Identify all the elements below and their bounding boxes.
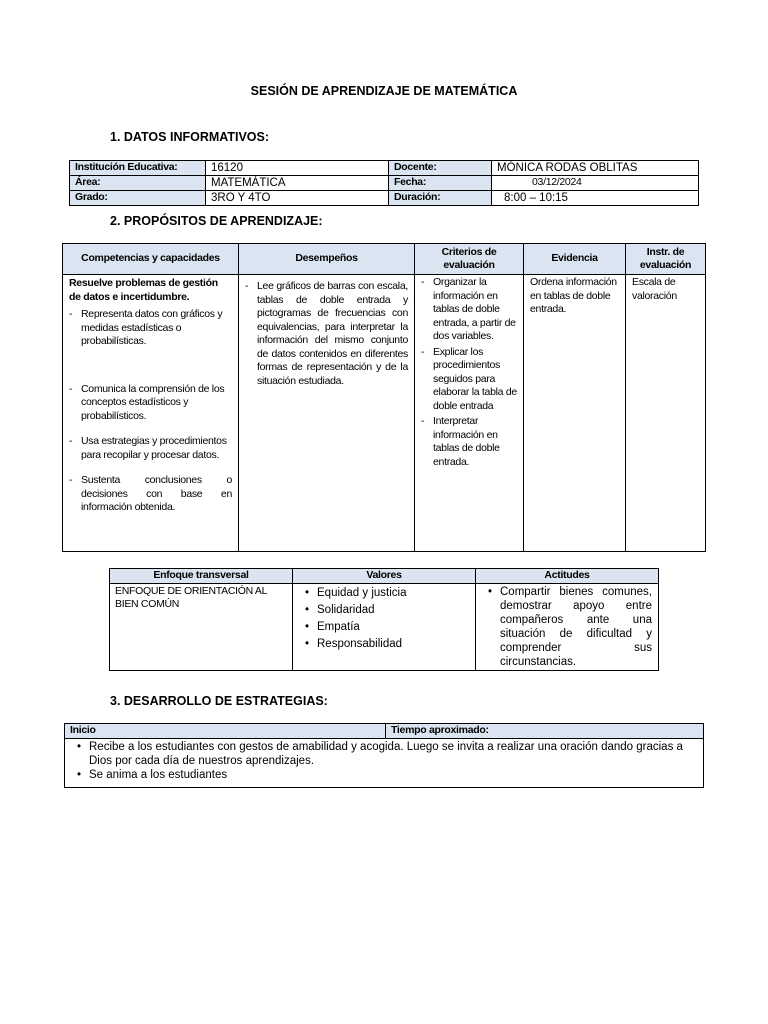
evidencia-cell: Ordena información en tablas de doble entrada. [524, 275, 626, 552]
capacidad-item: - Comunica la comprensión de los conceptos estadísticos y probabilísticos. [69, 383, 232, 424]
valor-item: • Equidad y justicia [309, 585, 471, 602]
inicio-content [65, 739, 704, 788]
criterio-item: - Organizar la información en tablas de doble entrada, a partir de dos variables. [421, 276, 519, 344]
grado-value: 3RO Y 4TO [206, 191, 389, 206]
header-competencias: Competencias y capacidades [63, 244, 239, 275]
capacidad-item: - Representa datos con gráficos y medidas estadísticas o probabilísticas. [69, 308, 232, 349]
duracion-value: 8:00 – 10:15 [492, 191, 699, 206]
institucion-value: 16120 [206, 161, 389, 176]
area-value: MATEMÁTICA [206, 176, 389, 191]
valor-item: • Solidaridad [309, 602, 471, 619]
header-valores: Valores [293, 569, 476, 584]
criterios-cell [415, 275, 524, 552]
capacidad-item: - Usa estrategias y procedimientos para recopilar y procesar datos. [69, 435, 232, 462]
inicio-item: • Se anima a los estudiantes [81, 768, 697, 782]
desarrollo-table [64, 723, 704, 788]
tiempo-label: Tiempo aproximado: [386, 724, 704, 739]
desempeno-item: - Lee gráficos de barras con escala, tablas de doble entrada y pictogramas de frecuencias con equivalencias, para interpretar la información del mismo conjunto de datos contenidos en diferentes formas de representación y de la situación estudiada. [245, 280, 408, 388]
valor-item: • Empatía [309, 619, 471, 636]
inicio-label: Inicio [65, 724, 386, 739]
section-datos-informativos: 1. DATOS INFORMATIVOS: [110, 130, 270, 144]
docente-value: MÓNICA RODAS OBLITAS [492, 161, 699, 176]
propositos-table [62, 243, 706, 552]
header-criterios: Criterios de evaluación [415, 244, 524, 275]
header-actitudes: Actitudes [476, 569, 659, 584]
datos-informativos-table [69, 160, 699, 206]
section-desarrollo: 3. DESARROLLO DE ESTRATEGIAS: [110, 694, 328, 708]
actitud-item: • Compartir bienes comunes, demostrar apoyo entre compañeros ante una situación de dificultad y comprender sus circunstancias. [492, 585, 652, 669]
header-desempenos: Desempeños [239, 244, 415, 275]
page-title: SESIÓN DE APRENDIZAJE DE MATEMÁTICA [250, 84, 518, 98]
valor-item: • Responsabilidad [309, 636, 471, 653]
fecha-label: Fecha: [389, 176, 492, 191]
header-enfoque: Enfoque transversal [110, 569, 293, 584]
grado-label: Grado: [70, 191, 206, 206]
actitudes-cell [476, 584, 659, 671]
header-instrumento: Instr. de evaluación [626, 244, 706, 275]
institucion-label: Institución Educativa: [70, 161, 206, 176]
docente-label: Docente: [389, 161, 492, 176]
duracion-label: Duración: [389, 191, 492, 206]
criterio-item: - Explicar los procedimientos seguidos para elaborar la tabla de doble entrada [421, 346, 519, 414]
enfoque-table [109, 568, 659, 671]
section-propositos: 2. PROPÓSITOS DE APRENDIZAJE: [110, 214, 323, 228]
competencias-cell [63, 275, 239, 552]
fecha-value: 03/12/2024 [492, 176, 699, 191]
capacidad-item: - Sustenta conclusiones o decisiones con base en información obtenida. [69, 474, 232, 515]
valores-cell [293, 584, 476, 671]
competencia-title: Resuelve problemas de gestión de datos e incertidumbre. [69, 277, 218, 303]
area-label: Área: [70, 176, 206, 191]
header-evidencia: Evidencia [524, 244, 626, 275]
instrumento-cell: Escala de valoración [626, 275, 706, 552]
enfoque-value: ENFOQUE DE ORIENTACIÓN AL BIEN COMÚN [110, 584, 293, 671]
desempenos-cell [239, 275, 415, 552]
criterio-item: - Interpretar información en tablas de doble entrada. [421, 415, 519, 469]
inicio-item: • Recibe a los estudiantes con gestos de amabilidad y acogida. Luego se invita a realizar una oración dando gracias a Dios por cada día de nuestros aprendizajes. [81, 740, 697, 768]
